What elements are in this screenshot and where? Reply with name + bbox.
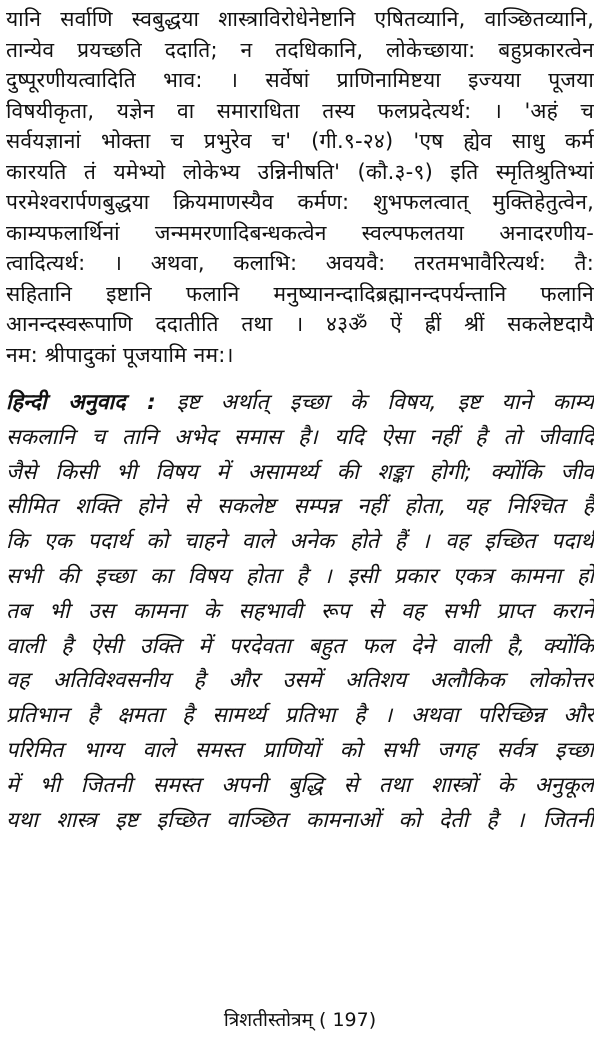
translation-line: तब भी उस कामना के सहभावी रूप से वह सभी प्राप्त कराने xyxy=(6,598,594,624)
translation-line: प्रतिभान है क्षमता है सामर्थ्य प्रतिभा है । अथवा परिच्छिन्न और xyxy=(6,703,594,729)
commentary-line: सर्वयज्ञानां भोक्ता च प्रभुरेव च' (गी.९-२४) 'एष ह्येव साधु कर्म xyxy=(6,129,594,153)
commentary-line: सहितानि इष्टानि फलानि मनुष्यानन्दादिब्रह्मानन्दपर्यन्तानि फलानि xyxy=(6,281,594,306)
translation-line: यथा शास्त्र इष्ट इच्छित वाञ्छित कामनाओं को देती है । जितनी xyxy=(6,807,594,833)
translation-line: कि एक पदार्थ को चाहने वाले अनेक होते हैं । वह इच्छित पदार्थ xyxy=(6,529,594,555)
commentary-line: परमेश्वरार्पणबुद्धया क्रियमाणस्यैव कर्मण: शुभफलत्वात् मुक्तिहेतुत्वेन, xyxy=(6,190,594,214)
translation-line: सकलानि च तानि अभेद समास है। यदि ऐसा नहीं है तो जीवादि xyxy=(6,424,594,450)
commentary-line: तान्येव प्रयच्छति ददाति; न तदधिकानि, लोकेच्छाया: बहुप्रकारत्वेन xyxy=(6,37,594,62)
translation-line: वाली है ऐसी उक्ति में परदेवता बहुत फल देने वाली है, क्योंकि xyxy=(6,633,594,659)
translation-line: सभी की इच्छा का विषय होता है । इसी प्रकार एकत्र कामना हो xyxy=(6,563,594,589)
commentary-line: कारयति तं यमेभ्यो लोकेभ्य उन्निनीषति' (कौ.३-९) इति स्मृतिश्रुतिभ्यां xyxy=(6,159,594,184)
translation-line: में भी जितनी समस्त अपनी बुद्धि से तथा शास्त्रों के अनुकूल xyxy=(6,772,594,798)
page-footer: त्रिशतीस्तोत्रम् ( 197) xyxy=(223,1009,377,1031)
translation-first-line xyxy=(6,386,594,421)
translation-heading: हिन्दी अनुवाद : xyxy=(6,390,156,415)
translation-line: परिमित भाग्य वाले समस्त प्राणियों को सभी जगह सर्वत्र इच्छा xyxy=(6,737,594,763)
translation-line: जैसे किसी भी विषय में असामर्थ्य की शङ्का होगी; क्योंकि जीव xyxy=(6,459,594,485)
sanskrit-commentary xyxy=(6,4,594,370)
commentary-line: आनन्दस्वरूपाणि ददातीति तथा । ४३ॐ ऐं ह्रीं श्रीं सकलेष्टदायै xyxy=(6,312,594,336)
hindi-translation xyxy=(6,386,594,838)
commentary-line: काम्यफलार्थिनां जन्ममरणादिबन्धकत्वेन स्वल्पफलतया अनादरणीय- xyxy=(6,220,594,245)
commentary-line: नम: श्रीपादुकां पूजयामि नम:। xyxy=(6,342,234,367)
commentary-line: दुष्पूरणीयत्वादिति भाव: । सर्वेषां प्राणिनामिष्टया इज्यया पूजया xyxy=(6,68,594,92)
commentary-line: त्वादित्यर्थ: । अथवा, कलाभि: अवयवै: तरतमभावैरित्यर्थ: तै: xyxy=(6,251,594,275)
translation-line: सीमित शक्ति होने से सकलेष्ट सम्पन्न नहीं होता, यह निश्चित है xyxy=(6,494,594,520)
translation-line: वह अतिविश्वसनीय है और उसमें अतिशय अलौकिक लोकोत्तर xyxy=(6,668,594,694)
commentary-line: विषयीकृता, यज्ञेन वा समाराधिता तस्य फलप्रदेत्यर्थ: । 'अहं च xyxy=(6,98,594,123)
translation-line-start: इष्ट अर्थात् इच्छा के विषय, इष्ट याने काम्य xyxy=(155,390,594,415)
commentary-line: यानि सर्वाणि स्वबुद्धया शास्त्राविरोधेनेष्टानि एषितव्यानि, वाञ्छितव्यानि, xyxy=(6,7,594,31)
